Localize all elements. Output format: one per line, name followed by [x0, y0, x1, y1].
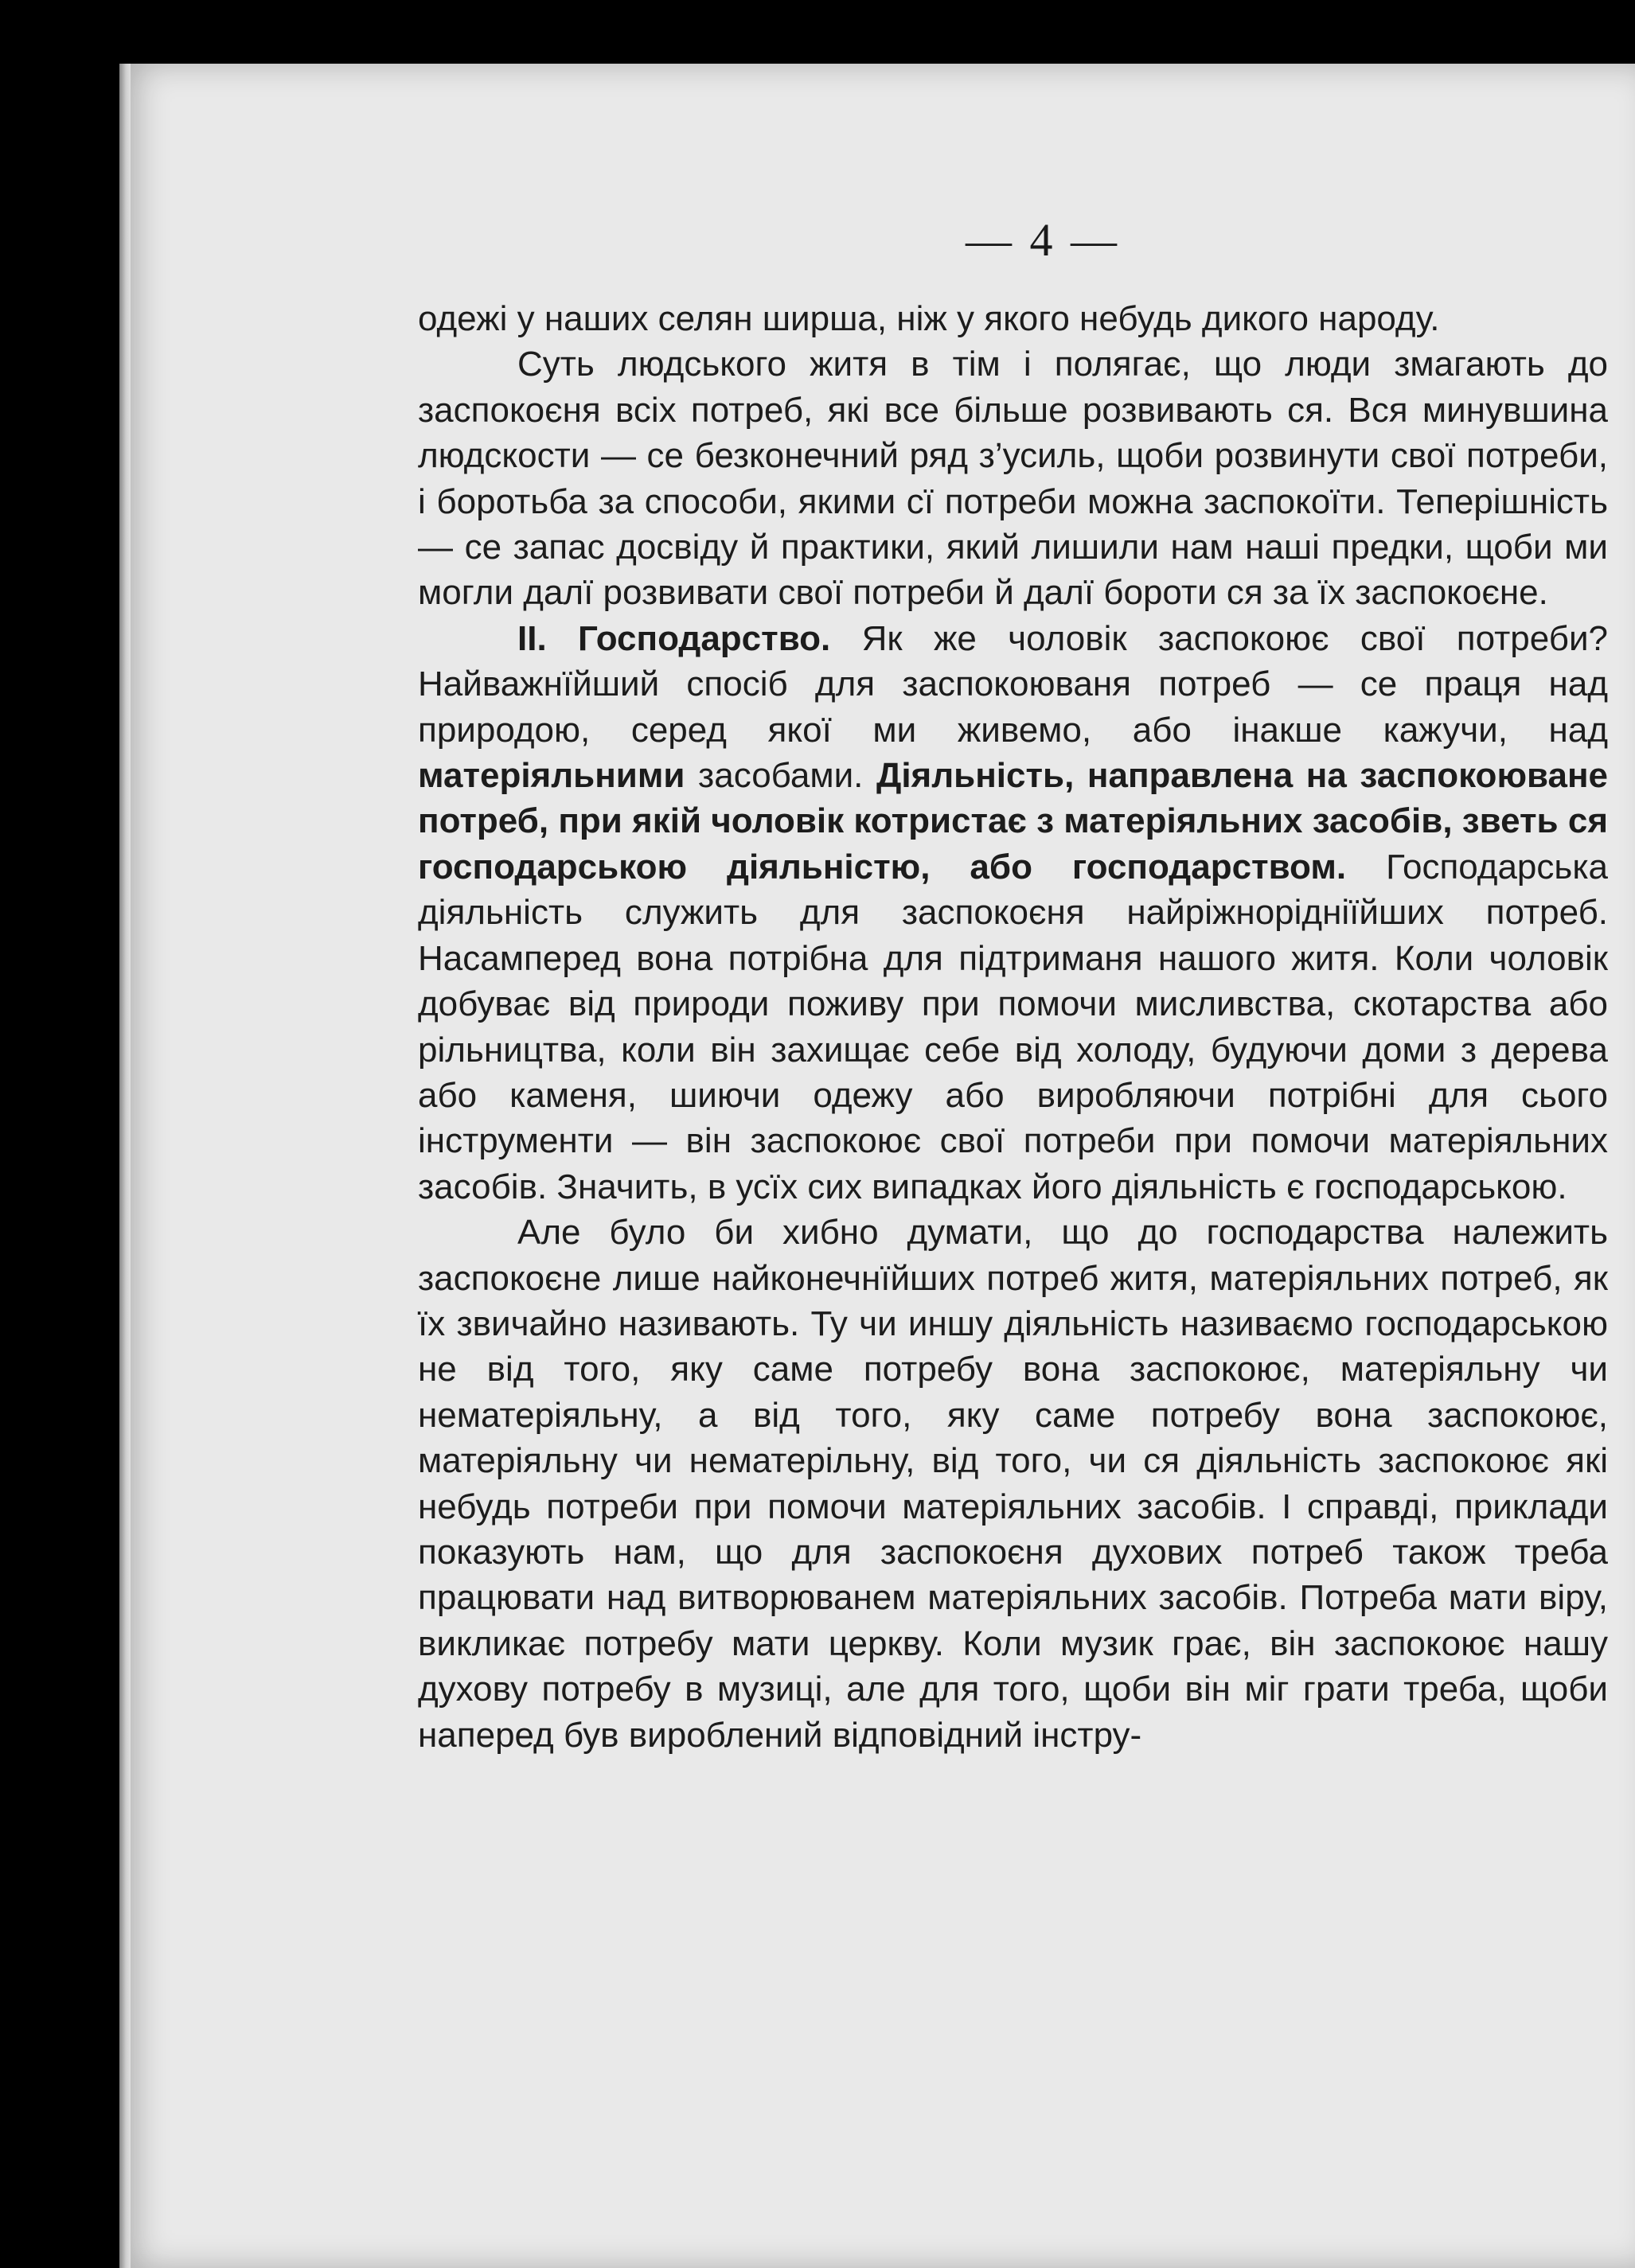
paragraph-3-text-a: Як же чоловік заспокоює свої потреби? Найважнїйший спосіб для заспокоюваня потреб — се праця над природою, серед якої ми живемо, або інакше кажучи, над — [418, 618, 1608, 750]
definition-emphasis: Діяльність, направлена на заспокоюване потреб, при якій чоловік котристає з матеріяльних засобів, зветь ся господарською діяльністю, або господарством. — [418, 756, 1608, 887]
paragraph-3-text-c: Господарська діяльність служить для заспокоєня найріжнорідніїйших потреб. Насамперед вона потрібна для підтриманя нашого житя. Коли чоловік добуває від природи поживу при помочи мисливства, скотарства або рільництва, коли він захищає себе від холоду, будуючи доми з дерева або каменя, шиючи одежу або виробляючи потрібні для сього інструменти — він заспокоює свої потреби при помочи матеріяльних засобів. Значить, в усїх сих випадках його діяльність є господарською. — [418, 847, 1609, 1206]
page-number: — 4 — — [966, 214, 1120, 266]
paragraph-1 — [418, 296, 1608, 341]
paragraph-3-section-heading — [418, 616, 1608, 1210]
paragraph-4-text: Але було би хибно думати, що до господарства належить заспокоєне лише найконечнїйших потреб житя, матеріяльних потреб, як їх звичайно називають. Ту чи иншу діяльність називаємо господарською не від того, яку саме потребу вона заспокоює, матеріяльну чи нематеріяльну, а від того, яку саме потребу вона заспокоює, матеріяльну чи нематерільну, від того, чи ся діяльність заспокоює які небудь потреби при помочи матеріяльних засобів. І справді, приклади показують нам, що для заспокоєня духових потреб також треба працювати над витворюванем матеріяльних засобів. Потреба мати віру, викликає потребу мати церкву. Коли музик грає, він заспокоює нашу духову потребу в музиці, але для того, щоби він міг грати треба, щоби наперед був вироблений відповідний інстру- — [418, 1213, 1608, 1755]
paragraph-2 — [418, 341, 1608, 615]
page-binding-edge — [119, 64, 131, 2268]
section-title: II. Господарство. — [517, 618, 831, 658]
paragraph-4 — [418, 1210, 1608, 1758]
paragraph-1-text: одежі у наших селян ширша, ніж у якого небудь дикого народу. — [418, 299, 1440, 338]
paragraph-2-text: Суть людського житя в тім і полягає, що люди змагають до заспокоєня всіх потреб, які все більше розвивають ся. Вся минувшина людскости — се безконечний ряд з’усиль, щоби розвинути свої потреби, і боротьба за способи, якими сї потреби можна заспокоїти. Теперішність — се запас досвіду й практики, який лишили нам наші предки, щоби ми могли далї розвивати свої потреби й далї бороти ся за їх заспокоєне. — [418, 345, 1608, 613]
body-text — [418, 296, 1608, 1758]
paragraph-3-text-b: засобами. — [685, 756, 876, 796]
emphasis-material: матеріяльними — [418, 756, 685, 796]
